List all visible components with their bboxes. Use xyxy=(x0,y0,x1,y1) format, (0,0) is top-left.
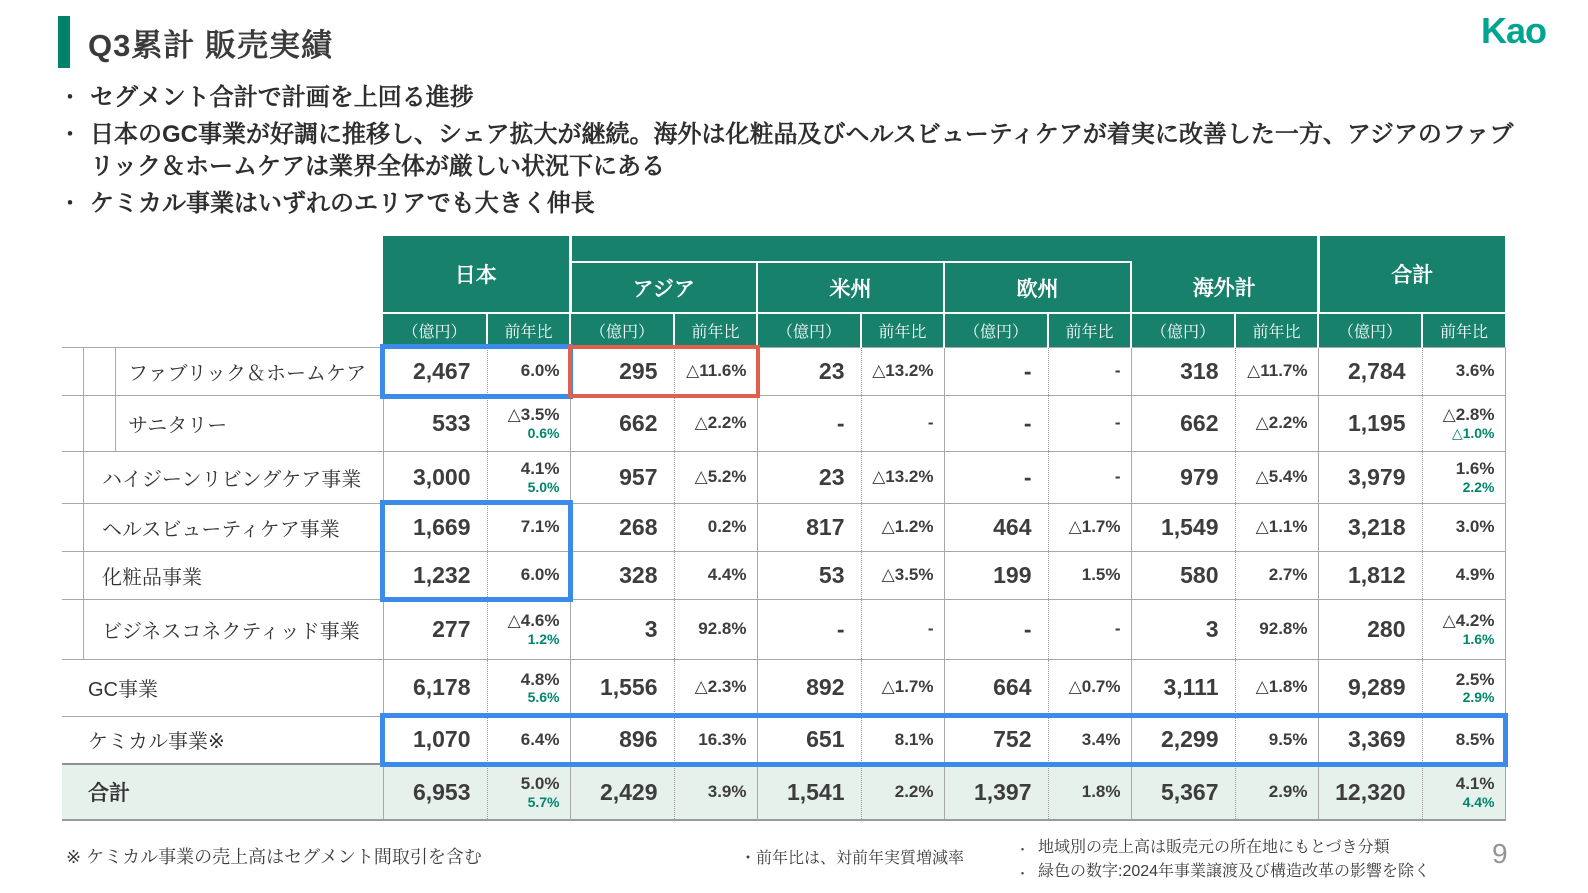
yoy-cell xyxy=(674,716,757,764)
bullet-text: ケミカル事業はいずれのエリアでも大きく伸長 xyxy=(90,189,595,217)
yoy-value: △11.7% xyxy=(1247,360,1308,380)
value-cell: 277 xyxy=(383,599,487,659)
yoy-value: - xyxy=(1114,360,1121,380)
value-cell: - xyxy=(944,599,1048,659)
yoy-cell xyxy=(674,395,757,451)
yoy-cell xyxy=(1422,716,1505,764)
yoy-value: 4.8% xyxy=(520,669,560,689)
yoy-cell xyxy=(487,451,570,503)
yoy-value: 2.9% xyxy=(1268,781,1308,801)
subheader-cell: 前年比 xyxy=(1048,313,1131,347)
value-cell: 533 xyxy=(383,395,487,451)
yoy-cell xyxy=(1422,551,1505,599)
yoy-cell xyxy=(487,503,570,551)
yoy-cell xyxy=(1422,599,1505,659)
value-cell: 2,299 xyxy=(1131,716,1235,764)
yoy-value: △1.2% xyxy=(881,516,934,536)
footnote-chemical: ※ ケミカル事業の売上高はセグメント間取引を含む xyxy=(66,847,482,867)
row-label: 合計 xyxy=(62,764,383,820)
subheader-cell: 前年比 xyxy=(674,313,757,347)
yoy-value: 4.9% xyxy=(1455,564,1495,584)
footnote-text: 地域別の売上高は販売元の所在地にもとづき分類 xyxy=(1038,839,1390,856)
yoy-cell xyxy=(861,451,944,503)
value-cell: 580 xyxy=(1131,551,1235,599)
subheader-cell: （億円） xyxy=(1318,313,1422,347)
yoy-value: 2.7% xyxy=(1268,564,1308,584)
yoy-cell xyxy=(1235,716,1318,764)
header-total: 合計 xyxy=(1318,236,1505,313)
yoy-value: △3.5% xyxy=(507,405,560,425)
bullet-icon: ・ xyxy=(1016,842,1030,857)
yoy-value: 6.0% xyxy=(520,360,560,380)
yoy-value: 92.8% xyxy=(1259,618,1308,638)
yoy-cell xyxy=(1048,347,1131,395)
yoy-value: △1.1% xyxy=(1255,516,1308,536)
table-row xyxy=(62,659,1505,716)
yoy-value: 4.4% xyxy=(707,564,747,584)
yoy-cell xyxy=(861,347,944,395)
subheader-cell: 前年比 xyxy=(1422,313,1505,347)
yoy-cell xyxy=(1048,551,1131,599)
yoy-value: 1.5% xyxy=(1081,564,1121,584)
page-number: 9 xyxy=(1492,838,1508,869)
yoy-cell xyxy=(1422,503,1505,551)
yoy-adjusted-green-value: 2.2% xyxy=(1462,478,1495,495)
value-cell: 9,289 xyxy=(1318,659,1422,716)
kao-logo: Kao xyxy=(1480,10,1546,51)
bullet-item xyxy=(60,188,1532,220)
yoy-cell xyxy=(487,599,570,659)
yoy-cell xyxy=(1048,716,1131,764)
value-cell: 318 xyxy=(1131,347,1235,395)
yoy-cell xyxy=(674,659,757,716)
yoy-cell xyxy=(487,551,570,599)
yoy-value: △11.6% xyxy=(686,360,747,380)
value-cell: 3,979 xyxy=(1318,451,1422,503)
yoy-value: - xyxy=(927,412,934,432)
yoy-cell xyxy=(861,659,944,716)
table-row xyxy=(62,764,1505,820)
yoy-cell xyxy=(1235,659,1318,716)
yoy-cell xyxy=(861,551,944,599)
yoy-cell xyxy=(861,395,944,451)
value-cell: 752 xyxy=(944,716,1048,764)
yoy-value: 9.5% xyxy=(1268,729,1308,749)
yoy-cell xyxy=(1422,395,1505,451)
yoy-value: - xyxy=(927,618,934,638)
label-hierarchy-line-outer xyxy=(83,347,84,659)
yoy-value: △0.7% xyxy=(1068,677,1121,697)
value-cell: 3,218 xyxy=(1318,503,1422,551)
yoy-cell xyxy=(674,347,757,395)
value-cell: 280 xyxy=(1318,599,1422,659)
yoy-value: △2.8% xyxy=(1442,405,1495,425)
header-asia: アジア xyxy=(570,262,757,313)
value-cell: 1,549 xyxy=(1131,503,1235,551)
title-accent-bar xyxy=(58,16,70,68)
yoy-value: 1.8% xyxy=(1081,781,1121,801)
value-cell: 199 xyxy=(944,551,1048,599)
row-label: サニタリー xyxy=(62,395,383,451)
bullet-text: セグメント合計で計画を上回る進捗 xyxy=(90,84,474,111)
bullet-icon: ・ xyxy=(1016,866,1030,881)
table-row xyxy=(62,347,1505,395)
yoy-value: 2.5% xyxy=(1455,669,1495,689)
yoy-value: 7.1% xyxy=(520,516,560,536)
yoy-value: 6.4% xyxy=(520,729,560,749)
yoy-cell xyxy=(1048,395,1131,451)
value-cell: - xyxy=(944,395,1048,451)
value-cell: 1,070 xyxy=(383,716,487,764)
summary-bullets xyxy=(60,82,1532,225)
yoy-cell xyxy=(487,395,570,451)
yoy-value: 3.6% xyxy=(1455,360,1495,380)
yoy-value: - xyxy=(1114,466,1121,486)
yoy-cell xyxy=(861,503,944,551)
header-japan: 日本 xyxy=(383,236,570,313)
yoy-value: 8.1% xyxy=(894,729,934,749)
value-cell: 3 xyxy=(570,599,674,659)
yoy-cell xyxy=(674,551,757,599)
value-cell: 662 xyxy=(570,395,674,451)
yoy-value: △13.2% xyxy=(872,466,934,486)
yoy-cell xyxy=(861,716,944,764)
footnote-green-numbers xyxy=(1016,860,1430,884)
yoy-cell xyxy=(1235,551,1318,599)
yoy-cell xyxy=(487,659,570,716)
table-row xyxy=(62,503,1505,551)
yoy-adjusted-green-value: 4.4% xyxy=(1462,793,1495,810)
value-cell: 1,812 xyxy=(1318,551,1422,599)
value-cell: 2,784 xyxy=(1318,347,1422,395)
value-cell: 817 xyxy=(757,503,861,551)
value-cell: 979 xyxy=(1131,451,1235,503)
yoy-cell xyxy=(1048,503,1131,551)
value-cell: 53 xyxy=(757,551,861,599)
table-row xyxy=(62,599,1505,659)
page-title: Q3累計 販売実績 xyxy=(88,28,333,63)
value-cell: 328 xyxy=(570,551,674,599)
yoy-adjusted-green-value: 0.6% xyxy=(527,424,560,441)
yoy-cell xyxy=(1235,503,1318,551)
footnote-region xyxy=(1016,836,1430,860)
bullet-icon: ・ xyxy=(60,192,80,215)
yoy-value: 16.3% xyxy=(698,729,747,749)
row-label: ビジネスコネクティッド事業 xyxy=(62,599,383,659)
subheader-cell: （億円） xyxy=(1131,313,1235,347)
yoy-value: 3.0% xyxy=(1455,516,1495,536)
yoy-value: 1.6% xyxy=(1455,459,1495,479)
row-label: 化粧品事業 xyxy=(62,551,383,599)
subheader-cell: 前年比 xyxy=(861,313,944,347)
subheader-cell: 前年比 xyxy=(487,313,570,347)
value-cell: - xyxy=(757,599,861,659)
bullet-icon: ・ xyxy=(60,123,80,146)
yoy-cell xyxy=(674,451,757,503)
yoy-adjusted-green-value: 5.0% xyxy=(527,478,560,495)
value-cell: 2,429 xyxy=(570,764,674,820)
footnotes-right xyxy=(1016,836,1430,884)
table-row xyxy=(62,395,1505,451)
yoy-cell xyxy=(674,503,757,551)
bullet-icon: ・ xyxy=(740,850,757,867)
value-cell: 662 xyxy=(1131,395,1235,451)
subheader-cell: （億円） xyxy=(944,313,1048,347)
value-cell: 3,369 xyxy=(1318,716,1422,764)
yoy-value: 3.9% xyxy=(707,781,747,801)
yoy-value: △1.8% xyxy=(1255,677,1308,697)
row-label: GC事業 xyxy=(62,659,383,716)
value-cell: 3,000 xyxy=(383,451,487,503)
row-label: ヘルスビューティケア事業 xyxy=(62,503,383,551)
yoy-value: 2.2% xyxy=(894,781,934,801)
bullet-text: 日本のGC事業が好調に推移し、シェア拡大が継続。海外は化粧品及びヘルスビューティケアが着実に改善した一方、アジアのファブリック＆ホームケアは業界全体が厳しい状況下にある xyxy=(90,120,1514,180)
yoy-cell xyxy=(487,347,570,395)
row-label: ケミカル事業※ xyxy=(62,716,383,764)
yoy-cell xyxy=(487,716,570,764)
value-cell: 1,541 xyxy=(757,764,861,820)
yoy-cell xyxy=(674,599,757,659)
yoy-adjusted-green-value: 5.6% xyxy=(527,689,560,705)
bullet-item xyxy=(60,119,1532,183)
footnote-yoy xyxy=(740,845,964,868)
value-cell: 1,232 xyxy=(383,551,487,599)
yoy-cell xyxy=(1422,347,1505,395)
value-cell: 1,195 xyxy=(1318,395,1422,451)
value-cell: 5,367 xyxy=(1131,764,1235,820)
yoy-value: △13.2% xyxy=(872,360,934,380)
yoy-cell xyxy=(674,764,757,820)
table-row xyxy=(62,716,1505,764)
value-cell: - xyxy=(944,451,1048,503)
header-empty-cell xyxy=(62,236,383,347)
header-overseas-band xyxy=(570,236,1318,262)
label-hierarchy-line-inner xyxy=(115,347,116,451)
value-cell: 464 xyxy=(944,503,1048,551)
yoy-value: 8.5% xyxy=(1455,729,1495,749)
header-americas: 米州 xyxy=(757,262,944,313)
table-row xyxy=(62,551,1505,599)
value-cell: 957 xyxy=(570,451,674,503)
value-cell: 295 xyxy=(570,347,674,395)
yoy-adjusted-green-value: 1.6% xyxy=(1462,630,1495,647)
subheader-cell: （億円） xyxy=(383,313,487,347)
yoy-value: △5.4% xyxy=(1255,466,1308,486)
value-cell: - xyxy=(944,347,1048,395)
value-cell: 12,320 xyxy=(1318,764,1422,820)
value-cell: 896 xyxy=(570,716,674,764)
table-row xyxy=(62,451,1505,503)
yoy-value: △1.7% xyxy=(1068,516,1121,536)
value-cell: 1,397 xyxy=(944,764,1048,820)
row-label: ハイジーンリビングケア事業 xyxy=(62,451,383,503)
yoy-value: △2.3% xyxy=(694,677,747,697)
yoy-adjusted-green-value: 1.2% xyxy=(527,630,560,647)
table-body xyxy=(62,347,1505,820)
yoy-value: 92.8% xyxy=(698,618,747,638)
yoy-cell xyxy=(1235,764,1318,820)
yoy-value: △5.2% xyxy=(694,466,747,486)
yoy-cell xyxy=(1235,451,1318,503)
sales-table-grid xyxy=(62,236,1506,821)
bullet-icon: ・ xyxy=(60,87,80,109)
yoy-cell xyxy=(1048,599,1131,659)
yoy-value: △3.5% xyxy=(881,564,934,584)
value-cell: 1,669 xyxy=(383,503,487,551)
yoy-adjusted-green-value: △1.0% xyxy=(1451,424,1495,441)
value-cell: 3 xyxy=(1131,599,1235,659)
value-cell: 23 xyxy=(757,347,861,395)
sales-table xyxy=(62,236,1505,821)
yoy-cell xyxy=(1422,764,1505,820)
yoy-adjusted-green-value: 5.7% xyxy=(527,793,560,810)
yoy-adjusted-green-value: 2.9% xyxy=(1462,689,1495,705)
value-cell: 892 xyxy=(757,659,861,716)
yoy-cell xyxy=(1422,659,1505,716)
subheader-cell: 前年比 xyxy=(1235,313,1318,347)
yoy-cell xyxy=(1048,659,1131,716)
yoy-value: △4.6% xyxy=(507,611,560,631)
yoy-value: 0.2% xyxy=(707,516,747,536)
yoy-value: 4.1% xyxy=(520,459,560,479)
value-cell: 1,556 xyxy=(570,659,674,716)
value-cell: 23 xyxy=(757,451,861,503)
value-cell: 268 xyxy=(570,503,674,551)
yoy-cell xyxy=(861,599,944,659)
header-europe: 欧州 xyxy=(944,262,1131,313)
header-overseas-total: 海外計 xyxy=(1131,262,1318,313)
value-cell: - xyxy=(757,395,861,451)
value-cell: 6,953 xyxy=(383,764,487,820)
bullet-item xyxy=(60,82,1532,114)
yoy-cell xyxy=(861,764,944,820)
yoy-value: 6.0% xyxy=(520,564,560,584)
value-cell: 2,467 xyxy=(383,347,487,395)
yoy-cell xyxy=(1235,395,1318,451)
yoy-value: 5.0% xyxy=(520,774,560,794)
yoy-value: △4.2% xyxy=(1442,611,1495,631)
yoy-cell xyxy=(1048,451,1131,503)
yoy-value: 3.4% xyxy=(1081,729,1121,749)
yoy-cell xyxy=(1422,451,1505,503)
value-cell: 6,178 xyxy=(383,659,487,716)
yoy-value: - xyxy=(1114,412,1121,432)
footnote-text: 前年比は、対前年実質増減率 xyxy=(756,850,965,867)
subheader-cell: （億円） xyxy=(757,313,861,347)
value-cell: 664 xyxy=(944,659,1048,716)
yoy-value: △2.2% xyxy=(694,412,747,432)
yoy-value: △2.2% xyxy=(1255,412,1308,432)
subheader-cell: （億円） xyxy=(570,313,674,347)
yoy-value: △1.7% xyxy=(881,677,934,697)
yoy-value: 4.1% xyxy=(1455,774,1495,794)
yoy-cell xyxy=(1048,764,1131,820)
value-cell: 3,111 xyxy=(1131,659,1235,716)
footnote-text: 緑色の数字:2024年事業譲渡及び構造改革の影響を除く xyxy=(1038,863,1431,880)
yoy-cell xyxy=(487,764,570,820)
row-label: ファブリック＆ホームケア xyxy=(62,347,383,395)
yoy-cell xyxy=(1235,599,1318,659)
yoy-value: - xyxy=(1114,618,1121,638)
value-cell: 651 xyxy=(757,716,861,764)
yoy-cell xyxy=(1235,347,1318,395)
